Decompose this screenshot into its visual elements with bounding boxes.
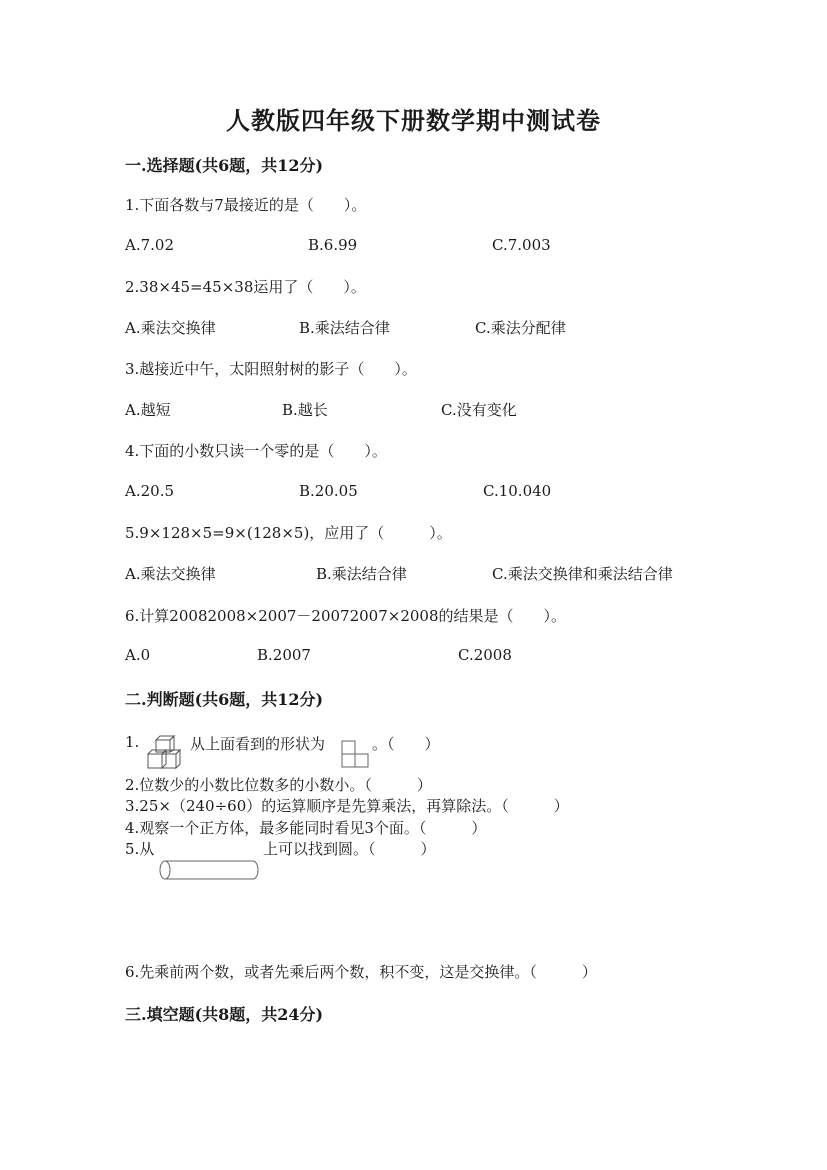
page-title: 人教版四年级下册数学期中测试卷 <box>226 106 601 135</box>
option-a: A.越短 <box>125 401 171 419</box>
section-heading-choice: 一.选择题(共6题，共12分) <box>125 156 324 175</box>
cylinder-figure <box>158 858 262 882</box>
option-b: B.乘法结合律 <box>299 319 390 337</box>
option-c: C.10.040 <box>483 482 552 500</box>
question-number: 1. <box>125 733 140 751</box>
option-a: A.乘法交换律 <box>125 565 216 583</box>
question-text: 6.计算20082008×2007－20072007×2008的结果是（ ）。 <box>125 607 566 625</box>
question-text: 3.越接近中午，太阳照射树的影子（ ）。 <box>125 360 417 378</box>
question-text: 4.观察一个正方体，最多能同时看见3个面。（ ） <box>125 819 487 837</box>
question-text: 3.25×（240÷60）的运算顺序是先算乘法，再算除法。（ ） <box>125 797 569 815</box>
option-c: C.7.003 <box>492 236 551 254</box>
section-heading-fill-blank: 三.填空题(共8题，共24分) <box>125 1005 324 1024</box>
option-b: B.20.05 <box>299 482 358 500</box>
option-c: C.乘法交换律和乘法结合律 <box>492 565 673 583</box>
option-a: A.20.5 <box>125 482 174 500</box>
option-b: B.2007 <box>257 646 311 664</box>
question-text: 从上面看到的形状为 <box>190 735 326 753</box>
question-text: 2.38×45=45×38运用了（ ）。 <box>125 278 366 296</box>
top-view-shape-figure <box>341 740 371 768</box>
option-c: C.2008 <box>458 646 512 664</box>
option-b: B.乘法结合律 <box>316 565 407 583</box>
option-b: B.越长 <box>282 401 328 419</box>
option-a: A.0 <box>125 646 151 664</box>
question-text: 6.先乘前两个数，或者先乘后两个数，积不变，这是交换律。（ ） <box>125 963 597 981</box>
question-text: 4.下面的小数只读一个零的是（ ）。 <box>125 442 387 460</box>
option-a: A.乘法交换律 <box>125 319 216 337</box>
section-heading-judgment: 二.判断题(共6题，共12分) <box>125 690 324 709</box>
question-text: 2.位数少的小数比位数多的小数小。（ ） <box>125 776 432 794</box>
question-text: 5.9×128×5=9×(128×5)，应用了（ ）。 <box>125 524 452 542</box>
option-a: A.7.02 <box>125 236 174 254</box>
cube-stack-figure <box>146 728 186 770</box>
option-b: B.6.99 <box>308 236 358 254</box>
question-text-end: 上可以找到圆。（ ） <box>263 840 436 858</box>
question-text-end: 。（ ） <box>372 735 440 753</box>
option-c: C.没有变化 <box>441 401 517 419</box>
question-text: 1.下面各数与7最接近的是（ ）。 <box>125 196 367 214</box>
question-text: 5.从 <box>125 840 155 858</box>
option-c: C.乘法分配律 <box>475 319 566 337</box>
